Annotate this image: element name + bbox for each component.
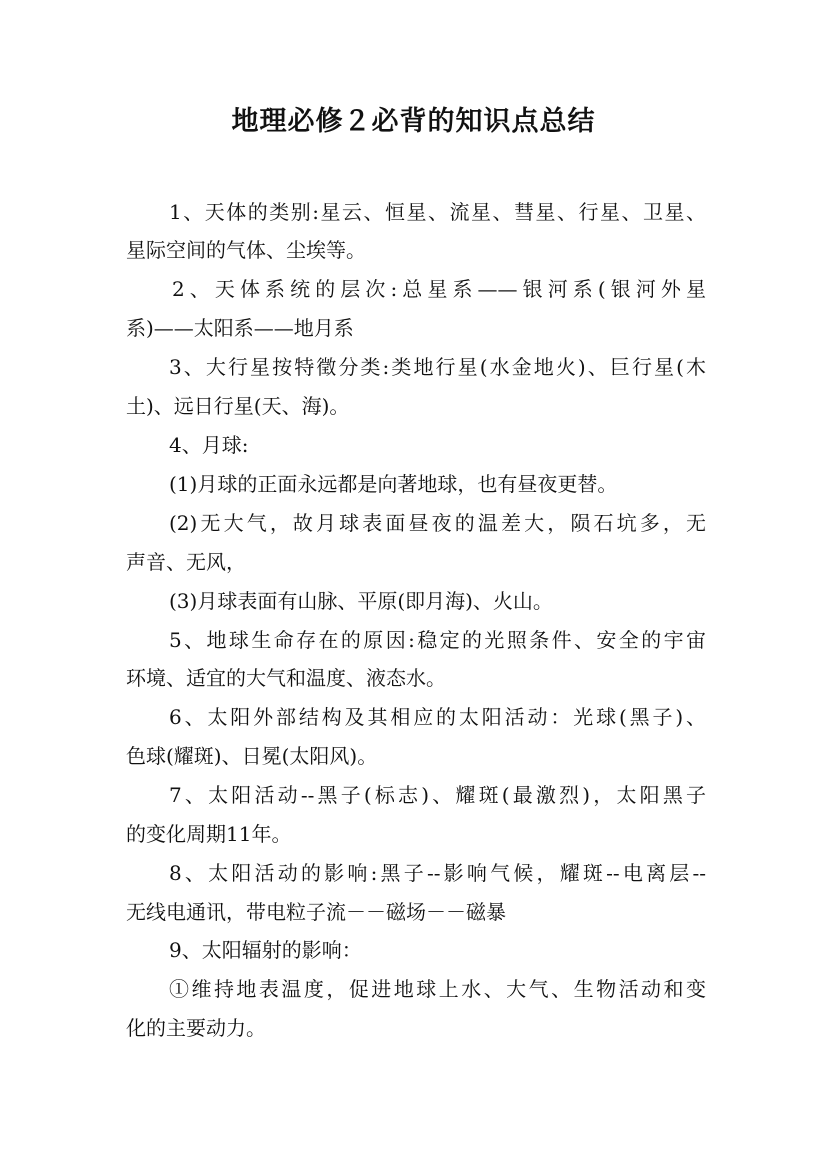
paragraph-line: 星际空间的气体、尘埃等。 [126, 238, 366, 262]
paragraph-line: 8、太阳活动的影响:黑子--影响气候，耀斑--电离层-- [169, 861, 706, 885]
paragraph-line: 色球(耀斑)、日冕(太阳风)。 [126, 744, 378, 768]
paragraph-line: 9、太阳辐射的影响： [169, 938, 362, 962]
paragraph-line: (2)无大气，故月球表面昼夜的温差大，陨石坑多，无 [169, 511, 706, 535]
paragraph-line: (3)月球表面有山脉、平原(即月海)、火山。 [169, 589, 553, 613]
paragraph-line: 环境、适宜的大气和温度、液态水。 [126, 666, 446, 690]
paragraph-line: 声音、无风， [126, 550, 246, 574]
paragraph-line: (1)月球的正面永远都是向著地球，也有昼夜更替。 [169, 472, 618, 496]
paragraph-line: 7、太阳活动--黑子(标志)、耀斑(最激烈)，太阳黑子 [169, 783, 706, 807]
paragraph-line: 5、地球生命存在的原因:稳定的光照条件、安全的宇宙 [169, 628, 706, 652]
paragraph-line: 系)——太阳系——地月系 [126, 316, 354, 340]
document-title: 地理必修２必背的知识点总结 [231, 106, 596, 137]
paragraph-line: 6、太阳外部结构及其相应的太阳活动：光球(黑子)、 [169, 705, 706, 729]
paragraph-line: ①维持地表温度，促进地球上水、大气、生物活动和变 [169, 977, 706, 1001]
paragraph-line: 4、月球: [169, 433, 249, 457]
paragraph-line: 土)、远日行星(天、海)。 [126, 394, 350, 418]
paragraph-line: 无线电通讯，带电粒子流－－磁场－－磁暴 [126, 900, 506, 924]
paragraph-line: 1、天体的类别:星云、恒星、流星、彗星、行星、卫星、 [169, 200, 706, 224]
paragraph-line: 的变化周期11年。 [126, 822, 292, 846]
paragraph-line: 3、大行星按特徵分类:类地行星(水金地火)、巨行星(木 [169, 355, 706, 379]
paragraph-line: 2、天体系统的层次:总星系——银河系(银河外星 [172, 277, 706, 301]
paragraph-line: 化的主要动力。 [126, 1016, 266, 1040]
